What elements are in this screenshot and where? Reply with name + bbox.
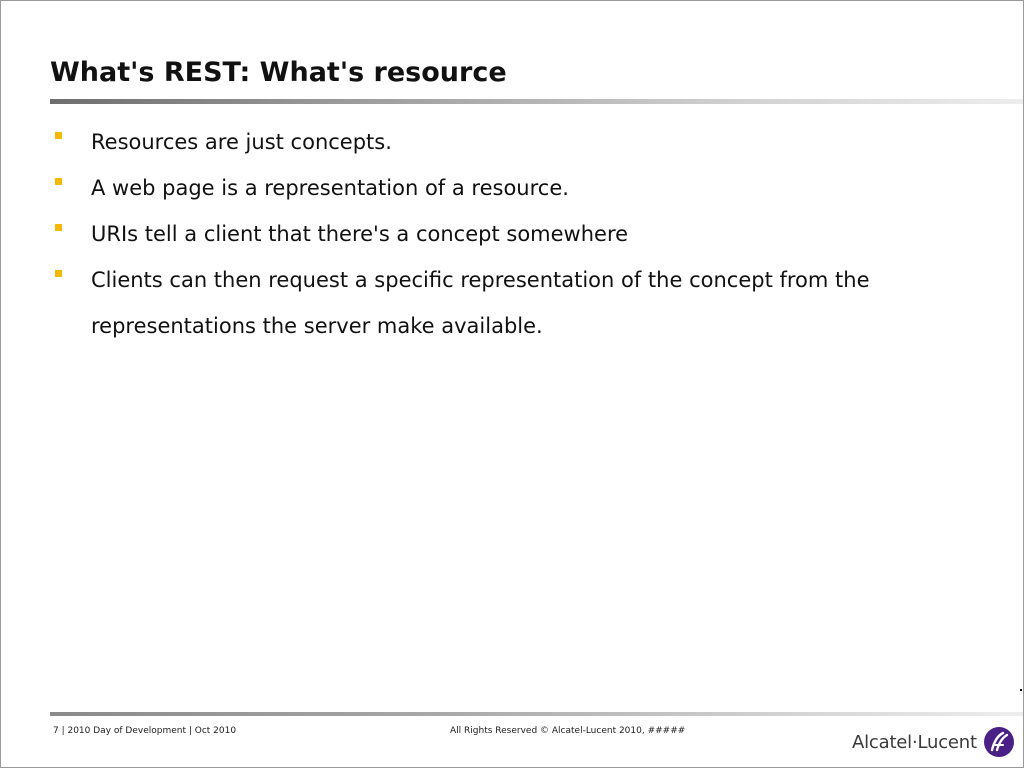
bullet-text: A web page is a representation of a resource. [91,176,569,200]
company-logo [852,725,1015,759]
bullet-marker-icon [55,132,62,139]
bullet-marker-icon [55,178,62,185]
bullet-marker-icon [55,270,62,277]
bullet-item [53,119,983,165]
bullet-item [53,165,983,211]
logo-text: Alcatel·Lucent [852,731,977,753]
slide-title: What's REST: What's resource [50,57,507,88]
footer-copyright: All Rights Reserved © Alcatel-Lucent 2010, ##### [450,726,686,736]
bullet-text: Clients can then request a specific representation of the concept from the representations the server make available. [91,268,870,338]
alcatel-lucent-logo-icon [983,726,1015,758]
bullet-text: URIs tell a client that there's a concept somewhere [91,222,629,246]
edge-mark [1020,689,1022,691]
bullet-marker-icon [55,224,62,231]
footer-rule [50,712,1024,716]
bullet-item [53,211,983,257]
bullet-item [53,257,983,349]
bullet-text: Resources are just concepts. [91,130,392,154]
footer-page-info: 7 | 2010 Day of Development | Oct 2010 [53,726,237,736]
bullet-list [53,119,983,349]
title-underline [50,99,1024,104]
